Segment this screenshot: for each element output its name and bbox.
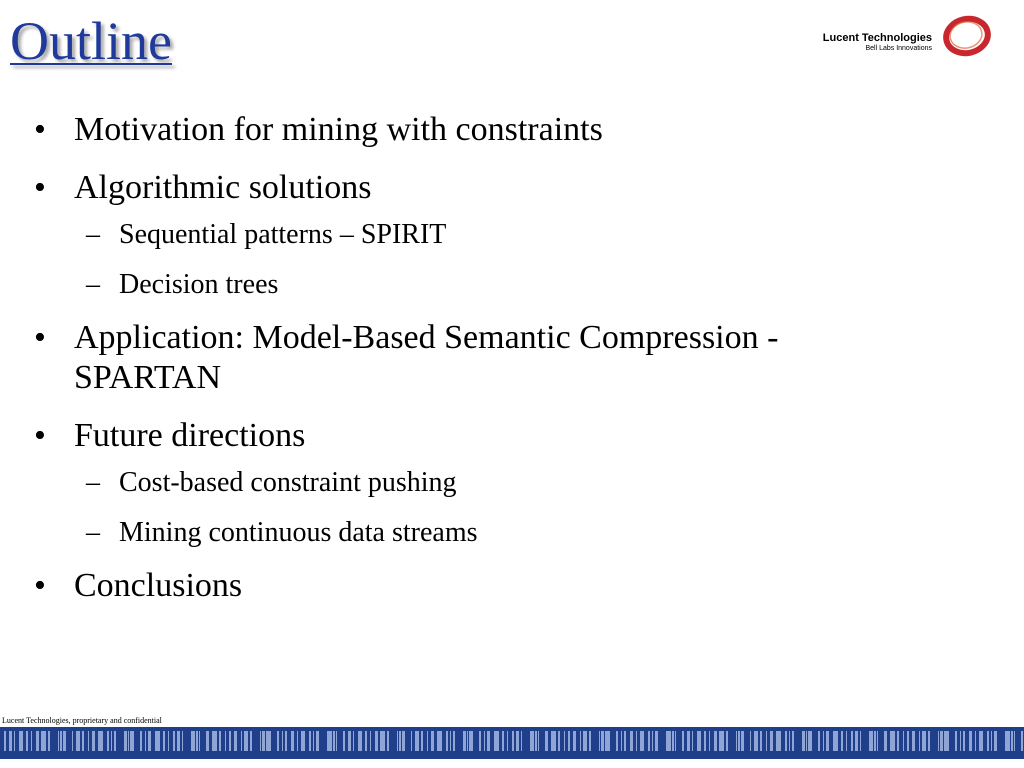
footer-stripe — [98, 731, 103, 751]
footer-stripe — [802, 731, 805, 751]
footer-stripe — [903, 731, 904, 751]
footer-stripe — [624, 731, 626, 751]
footer-stripe — [573, 731, 576, 751]
footer-stripe — [41, 731, 46, 751]
footer-stripe — [736, 731, 737, 751]
footer-stripe — [333, 731, 335, 751]
footer-stripe — [994, 731, 997, 751]
footer-stripe — [589, 731, 591, 751]
footer-stripe — [453, 731, 455, 751]
outline-item-text: Algorithmic solutions — [74, 169, 372, 206]
footer-stripe — [26, 731, 28, 751]
footer-stripe — [446, 731, 448, 751]
footer-stripe — [36, 731, 39, 751]
footer-stripe — [365, 731, 367, 751]
footer-stripe — [890, 731, 895, 751]
footer-stripe — [380, 731, 385, 751]
footer-stripe — [353, 731, 354, 751]
footer-stripe — [421, 731, 423, 751]
outline-item — [34, 110, 924, 150]
footer-stripe — [467, 731, 468, 751]
footer-stripe — [512, 731, 514, 751]
footer-stripe — [697, 731, 701, 751]
footer-stripe — [191, 731, 195, 751]
footer-stripe — [583, 731, 587, 751]
footer-stripe — [1021, 731, 1023, 751]
footer-stripe — [168, 731, 169, 751]
footer-stripe — [130, 731, 134, 751]
footer-stripe — [199, 731, 200, 751]
footer-stripe — [177, 731, 180, 751]
footer-stripe — [124, 731, 127, 751]
footer-stripe — [719, 731, 724, 751]
footer-stripe — [709, 731, 710, 751]
footer-stripe — [975, 731, 976, 751]
footer-stripe — [309, 731, 311, 751]
footer-stripe — [229, 731, 231, 751]
footer-stripe — [266, 731, 271, 751]
footer-stripe — [387, 731, 389, 751]
footer-stripe — [58, 731, 59, 751]
footer-stripe — [397, 731, 398, 751]
footer-stripe — [785, 731, 787, 751]
footer-stripe — [987, 731, 989, 751]
footer-stripe — [877, 731, 878, 751]
outline-subitem — [74, 218, 924, 252]
footer-stripe — [538, 731, 539, 751]
footer-stripe — [196, 731, 198, 751]
footer-stripe — [808, 731, 812, 751]
footer-stripe — [92, 731, 95, 751]
footer-stripe — [874, 731, 876, 751]
outline-subitem — [74, 268, 924, 302]
footer-stripe — [564, 731, 565, 751]
outline-item — [34, 416, 924, 550]
footer-stripe — [860, 731, 861, 751]
footer-stripe — [402, 731, 405, 751]
lucent-logo — [818, 14, 998, 58]
footer-stripe — [76, 731, 80, 751]
footer-stripe — [704, 731, 706, 751]
footer-stripe — [291, 731, 294, 751]
outline-item-text: Future directions — [74, 417, 306, 454]
footer-stripe — [912, 731, 915, 751]
outline-subitem-text: Sequential patterns – SPIRIT — [119, 219, 447, 250]
footer-stripe — [907, 731, 909, 751]
footer-stripe — [241, 731, 242, 751]
footer-stripe — [521, 731, 522, 751]
footer-stripe — [48, 731, 50, 751]
footer-stripe — [851, 731, 853, 751]
outline-item — [34, 566, 924, 606]
outline-list — [34, 110, 924, 624]
footer-stripe — [675, 731, 676, 751]
footer-stripe — [72, 731, 73, 751]
footer-stripe — [63, 731, 66, 751]
footer-stripe — [630, 731, 633, 751]
footer-stripe — [655, 731, 658, 751]
footer-stripe — [551, 731, 556, 751]
footer-stripe — [750, 731, 751, 751]
footer-stripe — [370, 731, 371, 751]
footer-stripe — [348, 731, 351, 751]
footer-stripe — [250, 731, 252, 751]
footer-stripe — [155, 731, 160, 751]
footer-stripe — [336, 731, 337, 751]
footer-stripe — [145, 731, 146, 751]
footer-stripe — [760, 731, 762, 751]
footer-stripe — [960, 731, 961, 751]
footer-stripe — [621, 731, 622, 751]
outline-sublist — [74, 218, 924, 302]
footer-stripe — [140, 731, 142, 751]
footer-stripe — [616, 731, 618, 751]
footer-stripe — [535, 731, 537, 751]
footer-stripe — [692, 731, 693, 751]
footer-stripe — [411, 731, 412, 751]
outline-item-text: Conclusions — [74, 567, 243, 604]
outline-subitem — [74, 466, 924, 500]
footer-stripe — [648, 731, 650, 751]
footer-stripe — [969, 731, 972, 751]
footer-stripe — [111, 731, 112, 751]
footer-stripe — [884, 731, 887, 751]
slide-title: Outline — [10, 11, 172, 71]
footer-stripe — [919, 731, 920, 751]
footer-stripe — [316, 731, 319, 751]
footer-stripe — [944, 731, 949, 751]
outline-subitem-text: Decision trees — [119, 269, 279, 300]
footer-stripe — [530, 731, 534, 751]
footer-stripe — [789, 731, 790, 751]
footer-stripe — [1014, 731, 1015, 751]
footer-stripe — [450, 731, 451, 751]
footer-stripe — [431, 731, 434, 751]
footer-stripe — [327, 731, 332, 751]
footer-stripe — [31, 731, 32, 751]
footer-stripe — [940, 731, 943, 751]
footer-stripe — [826, 731, 829, 751]
footer-stripe — [682, 731, 684, 751]
footer-stripe — [869, 731, 873, 751]
footer-stripe — [558, 731, 560, 751]
footer-stripe — [841, 731, 843, 751]
footer-stripe — [823, 731, 824, 751]
footer-stripe — [766, 731, 767, 751]
footer-stripe — [206, 731, 209, 751]
footer-stripe — [818, 731, 820, 751]
footer-stripe — [107, 731, 109, 751]
footer-stripe — [599, 731, 600, 751]
footer-stripe — [88, 731, 89, 751]
footer-stripe — [479, 731, 481, 751]
footer-stripe — [776, 731, 781, 751]
footer-stripe — [163, 731, 165, 751]
footer-stripe — [19, 731, 23, 751]
footer-stripe — [666, 731, 671, 751]
footer-stripe — [955, 731, 957, 751]
footer-stripe — [568, 731, 570, 751]
footer-stripe — [545, 731, 548, 751]
footer-stripe — [463, 731, 466, 751]
footer-stripe — [741, 731, 744, 751]
footer-stripe — [636, 731, 637, 751]
footer-stripe — [301, 731, 305, 751]
footer-stripe — [507, 731, 508, 751]
footer-stripe — [375, 731, 378, 751]
footer-stripe — [922, 731, 926, 751]
outline-item-text: Motivation for mining with constraints — [74, 111, 603, 148]
footer-stripe — [277, 731, 279, 751]
footer-stripe — [14, 731, 15, 751]
footer-stripe — [502, 731, 504, 751]
outline-subitem — [74, 516, 924, 550]
outline-item-text: Application: Model-Based Semantic Compression - SPARTAN — [74, 319, 779, 396]
footer-stripe — [173, 731, 175, 751]
footer-stripe — [114, 731, 116, 751]
footer-stripe — [437, 731, 442, 751]
footer-stripe — [991, 731, 992, 751]
footer-stripe — [399, 731, 401, 751]
footer-stripe — [494, 731, 499, 751]
footer-stripe — [427, 731, 428, 751]
logo-tagline: Bell Labs Innovations — [865, 45, 932, 52]
footer-stripe — [580, 731, 581, 751]
footer-stripe — [262, 731, 265, 751]
logo-brand: Lucent Technologies — [822, 32, 932, 44]
footer-stripe — [82, 731, 84, 751]
footer-stripe — [979, 731, 983, 751]
footer-stripe — [672, 731, 674, 751]
footer-stripe — [343, 731, 345, 751]
footer-stripe — [516, 731, 519, 751]
footer-stripe — [652, 731, 653, 751]
footer-stripe — [928, 731, 930, 751]
footer-stripe — [212, 731, 217, 751]
footer-stripe — [601, 731, 604, 751]
footer-bar — [0, 727, 1024, 759]
footer-stripe — [487, 731, 490, 751]
footer-stripe — [234, 731, 237, 751]
footer-stripe — [128, 731, 129, 751]
footer-stripe — [285, 731, 287, 751]
footer-stripe — [358, 731, 362, 751]
outline-item — [34, 318, 924, 398]
outline-subitem-text: Mining continuous data streams — [119, 517, 478, 548]
footer-stripe — [938, 731, 939, 751]
footer-stripe — [469, 731, 473, 751]
outline-sublist — [74, 466, 924, 550]
footer-stripe — [415, 731, 419, 751]
footer-stripe — [714, 731, 717, 751]
footer-stripe — [897, 731, 899, 751]
footer-stripe-pattern — [0, 727, 1024, 759]
footer-stripe — [282, 731, 283, 751]
footer-stripe — [219, 731, 221, 751]
footer-stripe — [855, 731, 858, 751]
footer-stripe — [182, 731, 183, 751]
footer-stripe — [148, 731, 151, 751]
footer-stripe — [60, 731, 62, 751]
footer-stripe — [738, 731, 740, 751]
innovation-ring-icon — [940, 14, 994, 58]
footer-stripe — [313, 731, 314, 751]
footer-stripe — [770, 731, 773, 751]
footer-stripe — [1005, 731, 1010, 751]
footer-stripe — [244, 731, 248, 751]
footer-stripe — [4, 731, 6, 751]
footer-stripe — [1011, 731, 1013, 751]
footer-stripe — [963, 731, 965, 751]
footer-stripe — [297, 731, 298, 751]
footer-stripe — [833, 731, 838, 751]
footer-stripe — [726, 731, 728, 751]
footer-stripe — [687, 731, 690, 751]
logo-text — [818, 33, 932, 52]
footer-stripe — [846, 731, 847, 751]
footer-stripe — [605, 731, 610, 751]
footer-stripe — [640, 731, 644, 751]
footer-stripe — [484, 731, 485, 751]
footer-stripe — [9, 731, 12, 751]
footer-stripe — [225, 731, 226, 751]
footer-stripe — [806, 731, 807, 751]
outline-item — [34, 168, 924, 302]
outline-subitem-text: Cost-based constraint pushing — [119, 467, 457, 498]
footer-stripe — [792, 731, 794, 751]
footer-stripe — [260, 731, 261, 751]
footer-stripe — [754, 731, 758, 751]
footer-confidential-note: Lucent Technologies, proprietary and confidential — [2, 716, 162, 725]
